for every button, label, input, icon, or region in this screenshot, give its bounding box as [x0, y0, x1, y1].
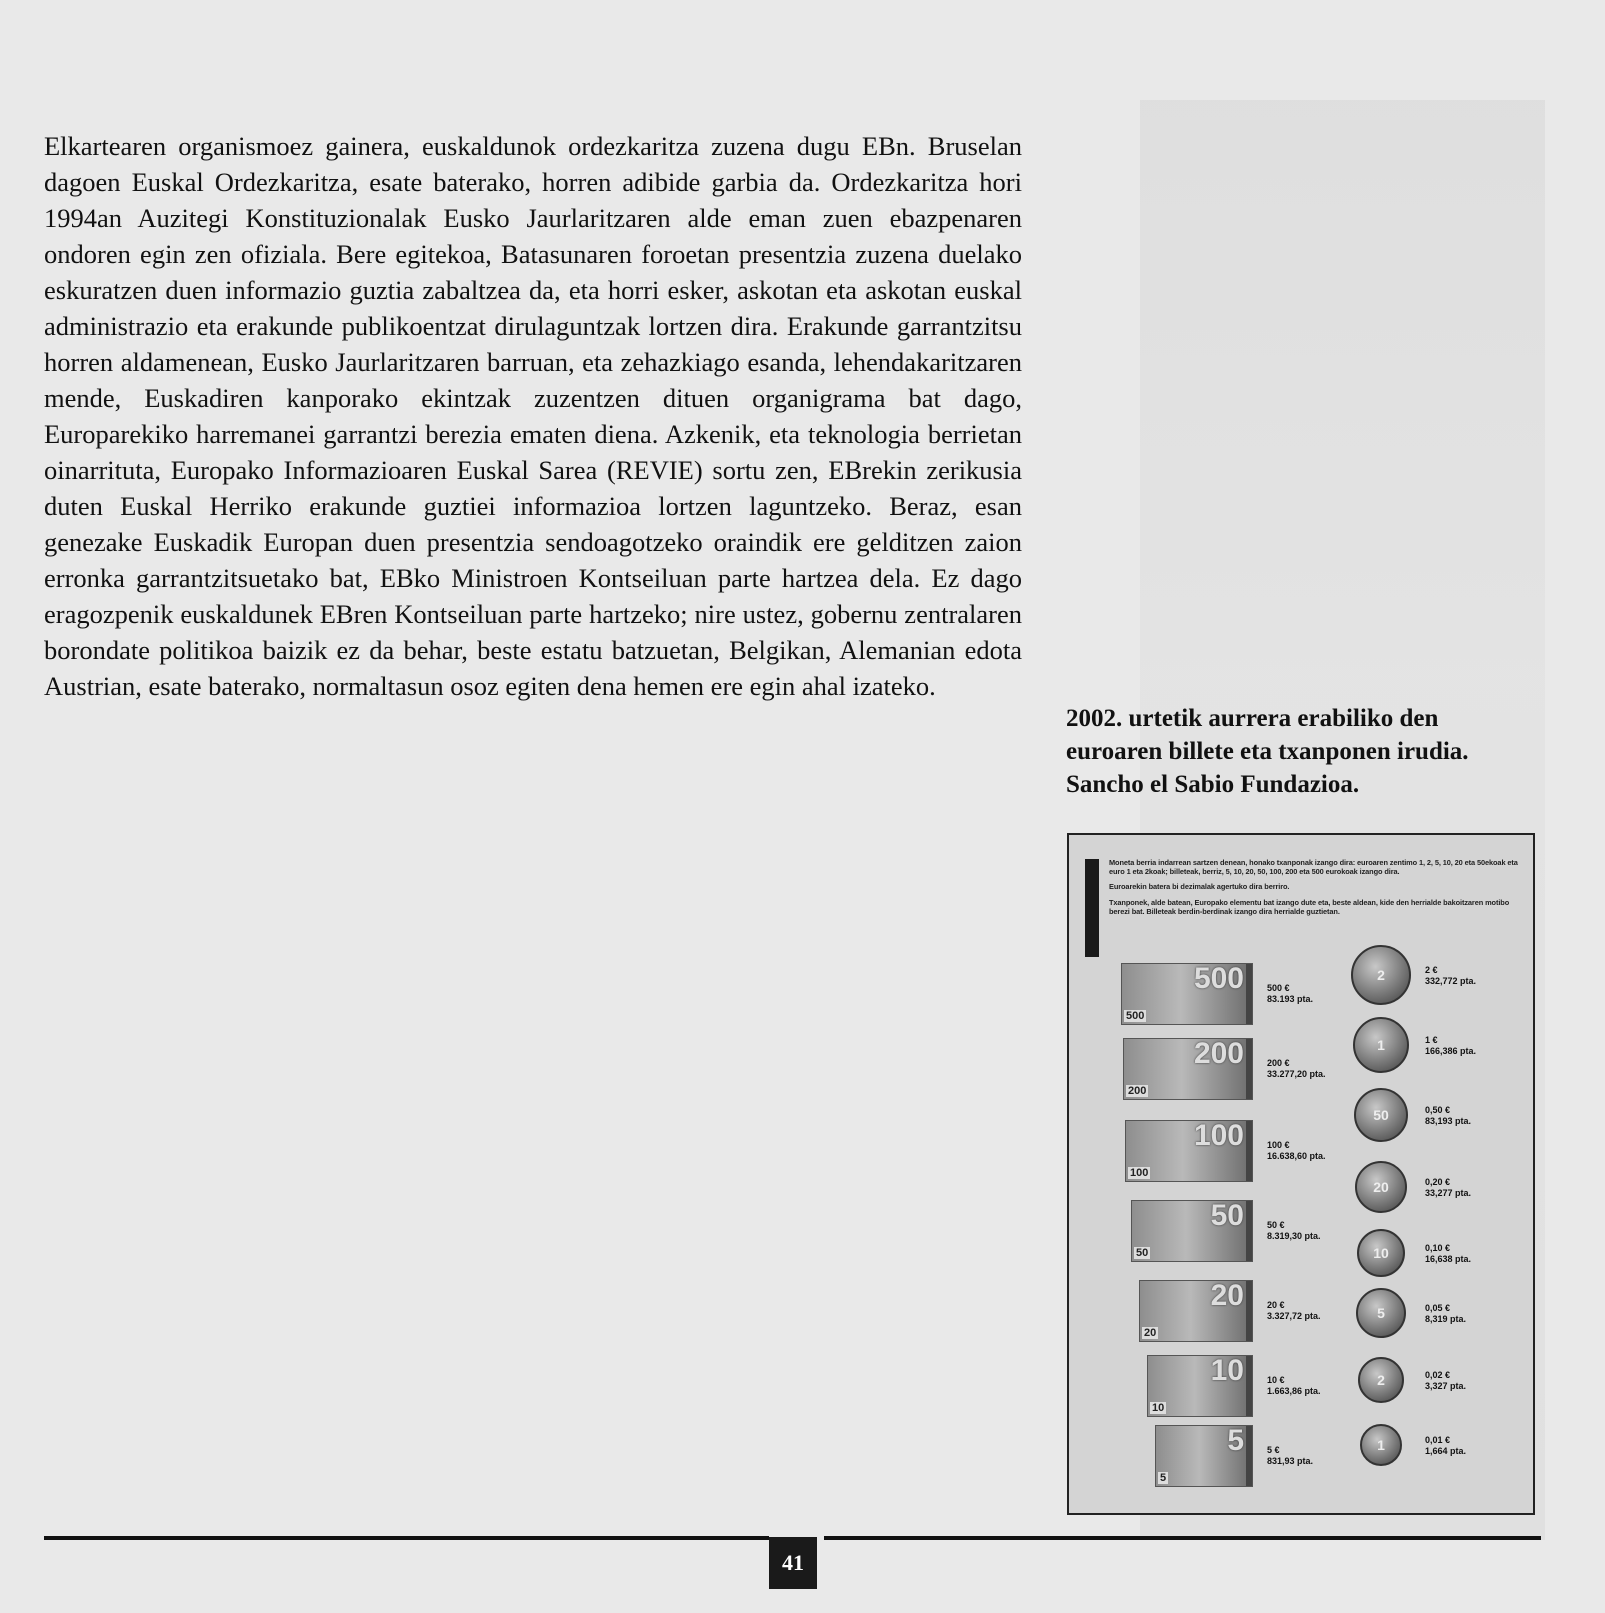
peseta-amount: 33.277,20 pta.	[1267, 1069, 1326, 1079]
coin-face-number: 1	[1377, 1037, 1385, 1053]
euro-amount: 0,20 €	[1425, 1177, 1451, 1187]
peseta-amount: 83.193 pta.	[1267, 994, 1314, 1004]
banknote-foil-stripe	[1246, 1121, 1252, 1181]
banknote-denomination: 50	[1210, 1200, 1244, 1232]
coin-face-number: 50	[1373, 1107, 1389, 1123]
coin-005	[1356, 1288, 1406, 1338]
banknote-10	[1147, 1355, 1253, 1417]
banknote-corner-number: 5	[1160, 1472, 1167, 1484]
coin-value	[1425, 1370, 1466, 1392]
banknote-denomination: 200	[1193, 1038, 1244, 1070]
peseta-amount: 831,93 pta.	[1267, 1456, 1314, 1466]
peseta-amount: 16,638 pta.	[1425, 1254, 1472, 1264]
banknote-denomination: 500	[1193, 963, 1244, 995]
page-number: 41	[769, 1537, 817, 1589]
coin-value	[1425, 1243, 1471, 1265]
banknote-500	[1121, 963, 1253, 1025]
coin-face-number: 1	[1377, 1437, 1385, 1453]
coin-value	[1425, 1035, 1476, 1057]
peseta-amount: 83,193 pta.	[1425, 1116, 1472, 1126]
banknote-5	[1155, 1425, 1253, 1487]
banknote-denomination: 20	[1210, 1280, 1244, 1312]
banknote-corner-number: 20	[1144, 1327, 1157, 1339]
banknote-corner-number: 200	[1128, 1085, 1147, 1097]
coin-020	[1355, 1161, 1407, 1213]
euro-amount: 0,50 €	[1425, 1105, 1451, 1115]
euro-amount: 50 €	[1267, 1220, 1285, 1230]
peseta-amount: 166,386 pta.	[1425, 1046, 1477, 1056]
coin-face-number: 20	[1373, 1179, 1389, 1195]
banknote-denomination: 10	[1210, 1355, 1244, 1387]
caption-line-2: euroaren billete eta txanponen irudia.	[1066, 738, 1469, 765]
banknote-foil-stripe	[1246, 964, 1252, 1024]
banknote-value	[1267, 1058, 1326, 1080]
figure-accent-bar	[1085, 859, 1099, 957]
coin-050	[1354, 1088, 1408, 1142]
banknote-corner-number: 10	[1152, 1402, 1165, 1414]
figure-note: Moneta berria indarrean sartzen denean, honako txanponak izango dira: euroaren zentimo 1, 2, 5, 10, 20 eta 50ekoak eta euro 1 eta 2koak; billeteak, berriz, 5, 10, 20, 50, 100, 200 eta 500 eurokoak izango dira.	[1109, 858, 1518, 877]
banknote-denomination: 5	[1227, 1425, 1244, 1457]
peseta-amount: 8,319 pta.	[1425, 1314, 1467, 1324]
coin-value	[1425, 965, 1476, 987]
euro-amount: 500 €	[1267, 983, 1290, 993]
euro-amount: 5 €	[1267, 1445, 1280, 1455]
banknote-value	[1267, 1140, 1326, 1162]
euro-currency-figure	[1067, 833, 1535, 1515]
banknote-50	[1131, 1200, 1253, 1262]
peseta-amount: 33,277 pta.	[1425, 1188, 1472, 1198]
peseta-amount: 8.319,30 pta.	[1267, 1231, 1321, 1241]
coin-value	[1425, 1105, 1471, 1127]
coin-1	[1353, 1017, 1409, 1073]
figure-note: Euroarekin batera bi dezimalak agertuko dira berriro.	[1109, 882, 1290, 892]
banknote-value	[1267, 983, 1313, 1005]
peseta-amount: 3.327,72 pta.	[1267, 1311, 1321, 1321]
coin-face-number: 2	[1377, 967, 1385, 983]
banknote-foil-stripe	[1246, 1356, 1252, 1416]
banknote-value	[1267, 1375, 1321, 1397]
banknote-foil-stripe	[1246, 1201, 1252, 1261]
euro-amount: 1 €	[1425, 1035, 1438, 1045]
coin-face-number: 10	[1373, 1245, 1389, 1261]
banknote-corner-number: 500	[1126, 1010, 1145, 1022]
peseta-amount: 3,327 pta.	[1425, 1381, 1467, 1391]
figure-note: Txanponek, alde batean, Europako elementu bat izango dute eta, beste aldean, kide den herrialde bakoitzaren motibo berezi bat. Billeteak berdin-berdinak izango dira herrialde guztietan.	[1109, 897, 1510, 916]
peseta-amount: 332,772 pta.	[1425, 976, 1477, 986]
caption-line-3: Sancho el Sabio Fundazioa.	[1066, 771, 1360, 798]
banknote-foil-stripe	[1246, 1039, 1252, 1099]
coin-face-number: 2	[1377, 1372, 1385, 1388]
coin-002	[1358, 1357, 1404, 1403]
banknote-foil-stripe	[1246, 1426, 1252, 1486]
peseta-amount: 1.663,86 pta.	[1267, 1386, 1321, 1396]
euro-amount: 2 €	[1425, 965, 1438, 975]
banknote-denomination: 100	[1193, 1120, 1244, 1152]
euro-amount: 10 €	[1267, 1375, 1285, 1385]
banknote-200	[1123, 1038, 1253, 1100]
coin-value	[1425, 1435, 1466, 1457]
euro-amount: 0,10 €	[1425, 1243, 1451, 1253]
euro-amount: 0,02 €	[1425, 1370, 1451, 1380]
figure-notes	[1109, 858, 1525, 922]
peseta-amount: 1,664 pta.	[1425, 1446, 1467, 1456]
euro-amount: 0,01 €	[1425, 1435, 1451, 1445]
coin-face-number: 5	[1377, 1305, 1385, 1321]
body-paragraph: Elkartearen organismoez gainera, euskaldunok ordezkaritza zuzena dugu EBn. Bruselan dagoen Euskal Ordezkaritza, esate baterako, horren adibide garbia da. Ordezkaritza hori 1994an Auzitegi Konstituzionalak Eusko Jaurlaritzaren alde eman zuen ebazpenaren ondoren egin zen ofiziala. Bere egitekoa, Batasunaren foroetan presentzia zuzena duelako eskuratzen duen informazio guztia zabaltzea da, eta horri esker, askotan eta askotan euskal administrazio eta erakunde publikoentzat dirulaguntzak lortzen dira. Erakunde garrantzitsu horren aldamenean, Eusko Jaurlaritzaren barruan, eta zehazkiago esanda, lehendakaritzaren mende, Euskadiren kanporako ekintzak zuzentzen dituen organigrama bat dago, Europarekiko harremanei garrantzi berezia ematen diena. Azkenik, eta teknologia berrietan oinarrituta, Europako Informazioaren Euskal Sarea (REVIE) sortu zen, EBrekin zerikusia duten Euskal Herriko erakunde guztiei informazioa lortzen laguntzeko. Beraz, esan genezake Euskadik Europan duen presentzia sendoagotzeko oraindik ere gelditzen zaion erronka garrantzitsuetako bat, EBko Ministroen Kontseiluan parte hartzea dela. Ez dago eragozpenik euskaldunek EBren Kontseiluan parte hartzeko; nire ustez, gobernu zentralaren borondate politikoa baizik ez da behar, beste estatu batzuetan, Belgikan, Alemanian edota Austrian, esate baterako, normaltasun osoz egiten dena hemen ere egin ahal izateko.	[44, 131, 1022, 701]
peseta-amount: 16.638,60 pta.	[1267, 1151, 1326, 1161]
coin-001	[1360, 1424, 1402, 1466]
coin-2	[1351, 945, 1411, 1005]
banknote-value	[1267, 1220, 1321, 1242]
figure-caption	[1066, 702, 1536, 801]
footer-rule-left	[44, 1536, 769, 1540]
banknote-corner-number: 100	[1130, 1167, 1149, 1179]
coin-value	[1425, 1303, 1466, 1325]
banknote-100	[1125, 1120, 1253, 1182]
euro-amount: 200 €	[1267, 1058, 1290, 1068]
euro-amount: 100 €	[1267, 1140, 1290, 1150]
banknote-corner-number: 50	[1136, 1247, 1149, 1259]
banknote-20	[1139, 1280, 1253, 1342]
euro-amount: 0,05 €	[1425, 1303, 1451, 1313]
footer-rule-right	[824, 1536, 1541, 1540]
coin-010	[1357, 1229, 1405, 1277]
banknote-value	[1267, 1300, 1321, 1322]
banknote-foil-stripe	[1246, 1281, 1252, 1341]
banknote-value	[1267, 1445, 1313, 1467]
euro-amount: 20 €	[1267, 1300, 1285, 1310]
coin-value	[1425, 1177, 1471, 1199]
caption-line-1: 2002. urtetik aurrera erabiliko den	[1066, 705, 1439, 732]
